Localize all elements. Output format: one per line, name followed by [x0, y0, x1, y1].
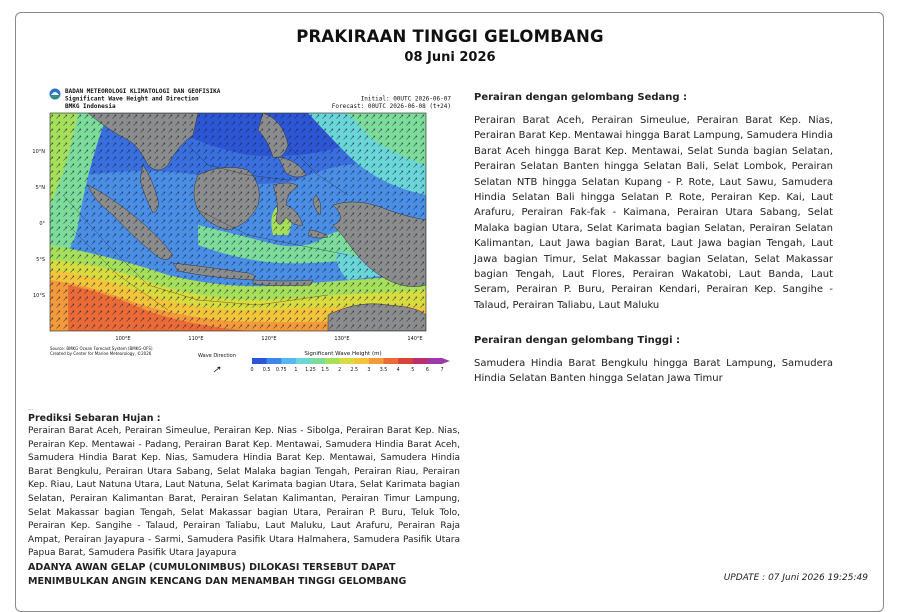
agency-line3: BMKG Indonesia [65, 103, 116, 110]
lon-label-120e: 120°E [261, 336, 277, 342]
colorbar-tick-label: 0.5 [262, 368, 271, 373]
lat-label-0: 0° [39, 221, 45, 227]
update-timestamp: UPDATE : 07 Juni 2026 19:25:49 [723, 573, 868, 583]
colorbar [250, 358, 450, 373]
colorbar-segment [413, 358, 428, 364]
colorbar-tick-label: 2.5 [350, 368, 359, 373]
colorbar-segment [267, 358, 282, 364]
wave-map-figure [32, 85, 456, 377]
colorbar-segment [427, 358, 442, 364]
forecast-time: Forecast: 00UTC 2026-06-08 (t+24) [331, 103, 451, 110]
initial-time: Initial: 00UTC 2026-06-07 [360, 95, 451, 103]
warning-line1: ADANYA AWAN GELAP (CUMULONIMBUS) DILOKASI TERSEBUT DAPAT [28, 562, 396, 573]
agency-line2: Significant Wave Height and Direction [65, 95, 199, 103]
colorbar-tick-label: 3.5 [379, 368, 388, 373]
colorbar-tick-label: 1 [294, 368, 298, 373]
agency-line1: BADAN METEOROLOGI KLIMATOLOGI DAN GEOFISIKA [65, 88, 221, 95]
cumulonimbus-warning [28, 561, 468, 588]
lon-label-110e: 110°E [188, 336, 204, 342]
colorbar-segment [325, 358, 340, 364]
colorbar-segment [310, 358, 325, 364]
colorbar-segment [252, 358, 267, 364]
lat-label-10n: 10°N [32, 149, 45, 155]
wave-height-field [50, 113, 426, 331]
colorbar-extend-arrow [442, 358, 450, 364]
rain-text: Perairan Barat Aceh, Perairan Simeulue, Perairan Kep. Nias - Sibolga, Perairan Barat Kep. Nias, Perairan Kep. Mentawai - Padang, Perairan Barat Kep. Mentawai, Samudera Hindia Barat Aceh, Samudera Hindia Barat Kep. Nias, Samudera Hindia Barat Kep. Mentawai, Samudera Hindia Barat Bengkulu, Perairan Utara Sabang, Selat Malaka bagian Tengah, Perairan Riau, Perairan Kep. Riau, Laut Natuna Utara, Laut Natuna, Selat Karimata bagian Utara, Selat Karimata bagian Selatan, Perairan Kalimantan Barat, Perairan Selatan Kalimantan, Perairan Timur Lampung, Selat Makassar bagian Tengah, Selat Makassar bagian Utara, Perairan P. Buru, Teluk Tolo, Perairan Kep. Sangihe - Talaud, Perairan Taliabu, Laut Maluku, Laut Arafuru, Perairan Raja Ampat, Perairan Jayapura - Sarmi, Samudera Pasifik Utara Halmahera, Samudera Pasifik Utara Papua Barat, Samudera Pasifik Utara Jayapura [28, 426, 460, 559]
tinggi-text: Samudera Hindia Barat Bengkulu hingga Barat Lampung, Samudera Hindia Selatan Banten hingga Selatan Jawa Timur [474, 358, 833, 385]
colorbar-tick-label: 5 [411, 368, 415, 373]
colorbar-tick-label: 4 [396, 368, 400, 373]
colorbar-tick-label: 2 [338, 368, 342, 373]
tinggi-heading: Perairan dengan gelombang Tinggi : [474, 335, 680, 346]
wave-map [32, 85, 456, 377]
sedang-text: Perairan Barat Aceh, Perairan Simeulue, Perairan Barat Kep. Nias, Perairan Barat Kep. Mentawai hingga Barat Lampung, Samudera Hindia Barat Aceh hingga Barat Kep. Mentawai, Selat Sunda bagian Selatan, Perairan Selatan Banten hingga Selatan Bali, Selat Lombok, Perairan Selatan NTB hingga Selatan Kupang - P. Rote, Laut Sawu, Samudera Hindia Selatan Bali hingga Selatan P. Rote, Perairan Kep. Kai, Laut Arafuru, Perairan Fak-fak - Kaimana, Perairan Utara Sabang, Selat Malaka bagian Utara, Selat Karimata bagian Selatan, Perairan Selatan Kalimantan, Laut Jawa bagian Barat, Laut Jawa bagian Tengah, Laut Jawa bagian Timur, Selat Makassar bagian Selatan, Selat Makassar bagian Tengah, Laut Flores, Perairan Wakatobi, Laut Banda, Laut Seram, Perairan P. Buru, Perairan Kendari, Perairan Kep. Sangihe - Talaud, Perairan Taliabu, Laut Maluku [474, 115, 833, 311]
sedang-heading: Perairan dengan gelombang Sedang : [474, 92, 688, 103]
colorbar-tick-label: 0 [250, 368, 254, 373]
colorbar-segment [354, 358, 369, 364]
lat-label-10s: 10°S [32, 293, 45, 299]
colorbar-tick-label: 6 [425, 368, 429, 373]
colorbar-tick-label: 1.5 [321, 368, 329, 373]
colorbar-tick-label: 3 [367, 368, 371, 373]
lon-label-100e: 100°E [115, 336, 131, 342]
lat-label-5s: 5°S [36, 257, 45, 263]
colorbar-tick-label: 1.25 [305, 368, 316, 373]
colorbar-title: Significant Wave Height (m) [304, 351, 382, 357]
colorbar-segment [384, 358, 399, 364]
colorbar-tick-label: 0.75 [275, 368, 287, 373]
forecast-date: 08 Juni 2026 [404, 50, 496, 65]
lon-label-140e: 140°E [407, 336, 423, 342]
wave-direction-arrow-icon [214, 367, 220, 372]
colorbar-segment [369, 358, 384, 364]
colorbar-segment [340, 358, 355, 364]
source-line1: Source: BMKG Ocean Forecast System (BMKG-OFS) [50, 346, 153, 351]
page-title: PRAKIRAAN TINGGI GELOMBANG [296, 27, 604, 46]
source-line2: Created by Center for Marine Meteorology, ©2026 [50, 351, 152, 356]
rain-heading: Prediksi Sebaran Hujan : [28, 413, 161, 424]
colorbar-segment [281, 358, 296, 364]
wave-direction-label: Wave Direction [198, 353, 236, 359]
warning-line2: MENIMBULKAN ANGIN KENCANG DAN MENAMBAH TINGGI GELOMBANG [28, 575, 407, 587]
colorbar-segment [398, 358, 413, 364]
lat-label-5n: 5°N [35, 185, 45, 191]
lon-label-130e: 130°E [334, 336, 350, 342]
colorbar-segment [296, 358, 311, 364]
separator-dots: ... [28, 405, 34, 412]
colorbar-tick-label: 7 [440, 368, 444, 373]
bmkg-logo [50, 89, 61, 100]
